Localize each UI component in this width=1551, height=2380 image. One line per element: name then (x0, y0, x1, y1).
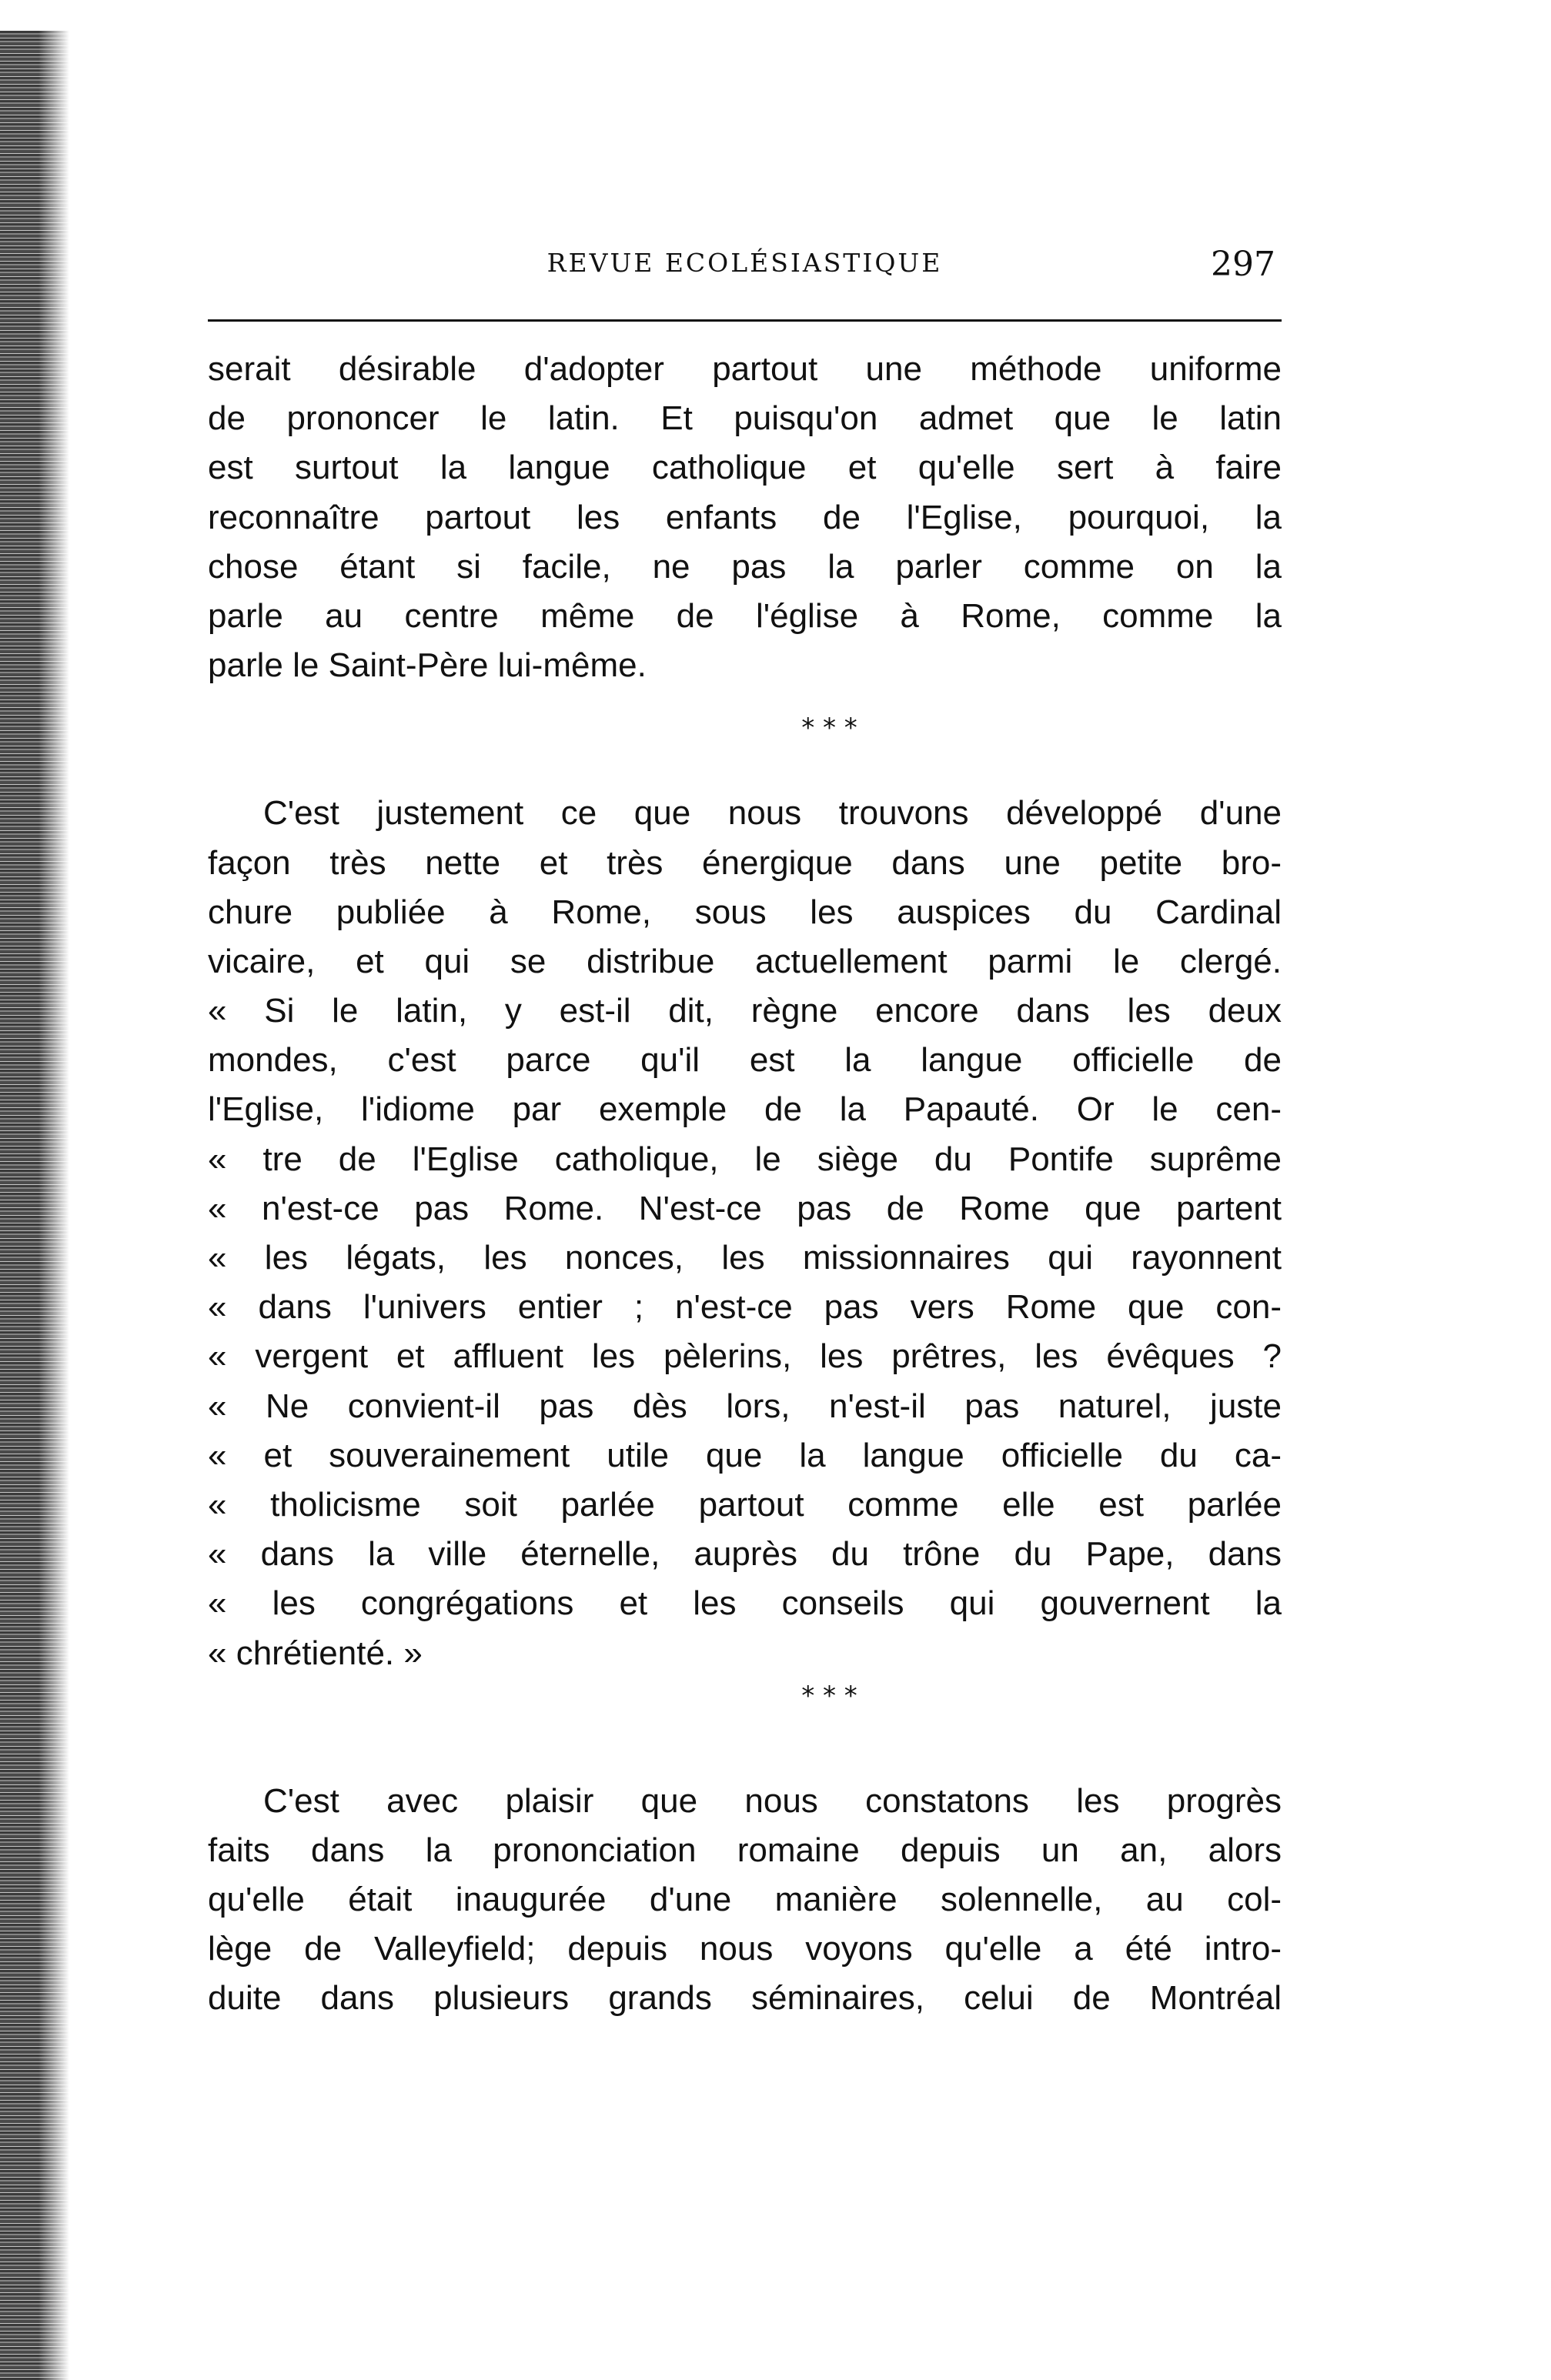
asterism-text: * * * (801, 713, 857, 744)
text-line: vicaire, et qui se distribue actuellement parmi le clergé. (208, 942, 1282, 980)
text-line: « tholicisme soit parlée partout comme elle est parlée (208, 1485, 1282, 1524)
text-line: façon très nette et très énergique dans une petite bro- (208, 843, 1282, 882)
text-line: « et souverainement utile que la langue officielle du ca- (208, 1436, 1282, 1474)
running-head (208, 245, 1282, 291)
text-line: est surtout la langue catholique et qu'elle sert à faire (208, 449, 1282, 487)
text-line: lège de Valleyfield; depuis nous voyons qu'elle a été intro- (208, 1930, 1282, 1968)
text-line: parle au centre même de l'église à Rome, comme la (208, 596, 1282, 635)
book-binding-edge (0, 31, 69, 2380)
text-line: C'est avec plaisir que nous constatons les progrès (263, 1781, 1282, 1820)
paragraph-2 (208, 789, 1282, 1677)
text-line: « dans la ville éternelle, auprès du trône du Pape, dans (208, 1535, 1282, 1574)
text-line: « les légats, les nonces, les missionnaires qui rayonnent (208, 1239, 1282, 1277)
running-title: REVUE ECOLÉSIASTIQUE (547, 248, 943, 278)
text-line: mondes, c'est parce qu'il est la langue officielle de (208, 1041, 1282, 1080)
text-line: « Si le latin, y est-il dit, règne encore dans les deux (208, 992, 1282, 1030)
header-rule (208, 319, 1282, 322)
text-line: l'Eglise, l'idiome par exemple de la Papauté. Or le cen- (208, 1090, 1282, 1129)
text-line: « les congrégations et les conseils qui gouvernent la (208, 1584, 1282, 1623)
asterism-separator (377, 1678, 1282, 1777)
text-line: faits dans la prononciation romaine depuis un an, alors (208, 1831, 1282, 1869)
text-line: C'est justement ce que nous trouvons développé d'une (263, 794, 1282, 833)
paragraph-1 (208, 345, 1282, 690)
text-line: « tre de l'Eglise catholique, le siège du Pontife suprême (208, 1140, 1282, 1178)
text-line: chose étant si facile, ne pas la parler comme on la (208, 547, 1282, 586)
text-line: « chrétienté. » (208, 1634, 423, 1672)
page-number: 297 (1211, 245, 1275, 284)
text-line: chure publiée à Rome, sous les auspices du Cardinal (208, 893, 1282, 931)
text-line: reconnaître partout les enfants de l'Eglise, pourquoi, la (208, 498, 1282, 536)
page-text (208, 345, 1282, 2024)
text-line: « n'est-ce pas Rome. N'est-ce pas de Rome que partent (208, 1189, 1282, 1227)
asterism-separator (377, 690, 1282, 789)
text-line: duite dans plusieurs grands séminaires, celui de Montréal (208, 1979, 1282, 2018)
paragraph-3 (208, 1777, 1282, 2024)
text-line: de prononcer le latin. Et puisqu'on admet que le latin (208, 399, 1282, 438)
text-line: qu'elle était inaugurée d'une manière solennelle, au col- (208, 1881, 1282, 1919)
asterism-text: * * * (801, 1680, 857, 1711)
text-line: serait désirable d'adopter partout une méthode uniforme (208, 350, 1282, 388)
text-line: « Ne convient-il pas dès lors, n'est-il pas naturel, juste (208, 1387, 1282, 1425)
text-line: « vergent et affluent les pèlerins, les prêtres, les évêques ? (208, 1337, 1282, 1376)
text-line: parle le Saint-Père lui-même. (208, 646, 647, 685)
text-line: « dans l'univers entier ; n'est-ce pas vers Rome que con- (208, 1288, 1282, 1327)
